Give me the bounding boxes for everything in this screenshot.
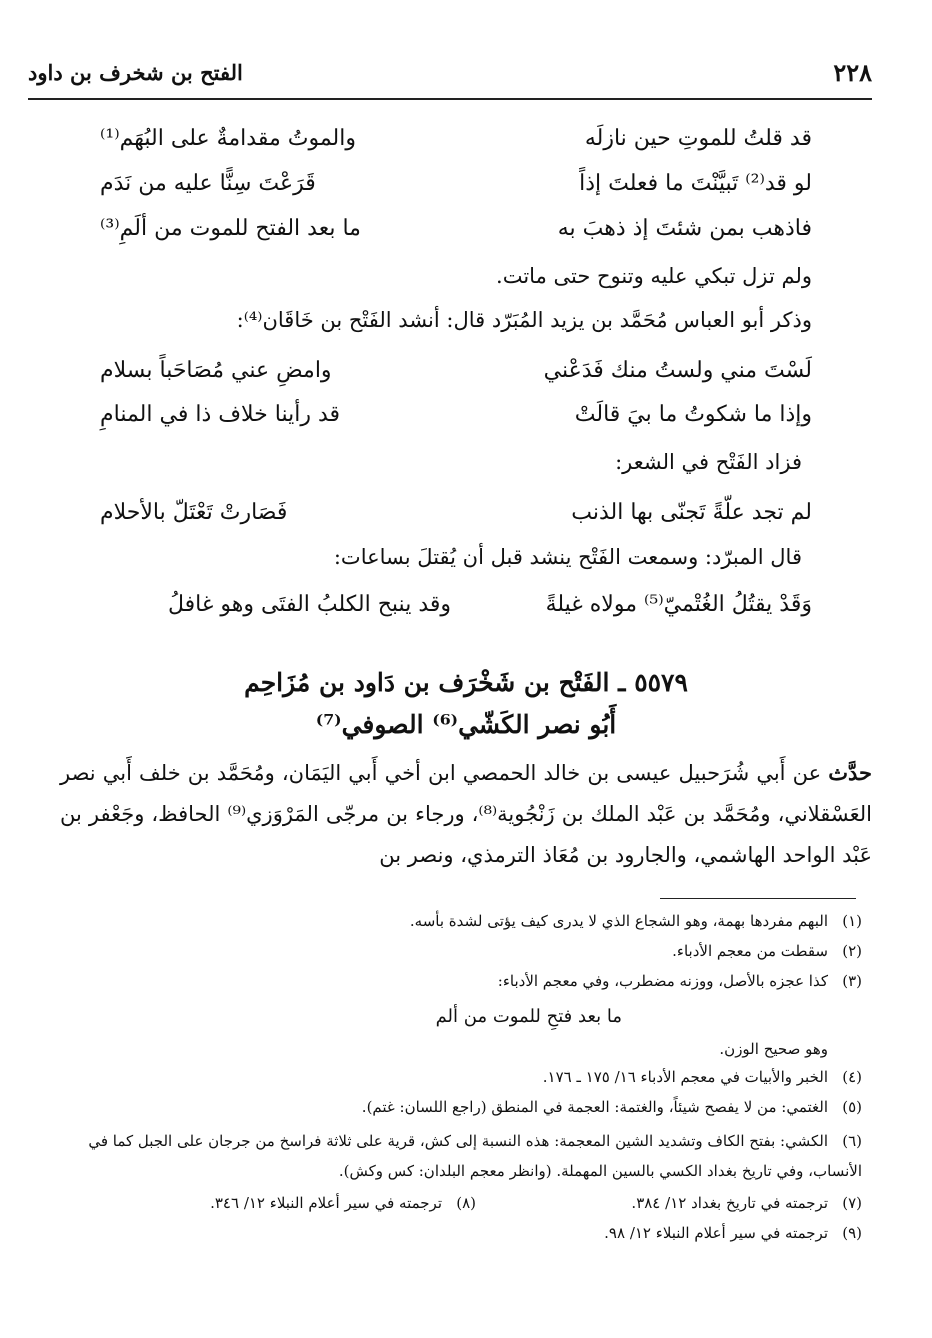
prose-line-mourn: ولم تزل تبكي عليه وتنوح حتى ماتت. bbox=[496, 264, 812, 288]
verse-first-hemistich: لَسْتَ مني ولستُ منك فَدَعْني bbox=[543, 358, 812, 383]
footnote-text: كذا عجزه بالأصل، ووزنه مضطرب، وفي معجم الأدباء: bbox=[497, 972, 828, 990]
footnote-text: الخبر والأبيات في معجم الأدباء ١٦/ ١٧٥ ـ ١٧٦. bbox=[542, 1068, 828, 1086]
verse-first-hemistich: لم تجد علّةً تَجنّى بها الذنب bbox=[571, 500, 812, 525]
verse-1 bbox=[100, 126, 812, 166]
footnote-text: سقطت من معجم الأدباء. bbox=[672, 942, 828, 960]
verse-first-hemistich: وَقَدْ يقتُلُ الغُتْميّ⁽⁵⁾ مولاه غيلةً bbox=[545, 592, 812, 617]
verse-second-hemistich: والموتُ مقدامةٌ على البُهَم⁽¹⁾ bbox=[100, 126, 356, 151]
entry-title-line-1: ٥٥٧٩ ـ الفَتْح بن شَخْرَف بن دَاود بن مُزَاحِم bbox=[244, 668, 688, 697]
verse-2 bbox=[100, 171, 812, 211]
verse-3 bbox=[100, 216, 812, 256]
footnote-number: (٣) bbox=[842, 972, 862, 990]
verse-5 bbox=[100, 402, 812, 442]
footnote-text: ترجمته في سير أعلام النبلاء ١٢/ ٩٨. bbox=[604, 1224, 828, 1242]
prose-line-qal: قال المبرّد: وسمعت الفَتْح ينشد قبل أن يُقتلَ بساعات: bbox=[333, 545, 802, 569]
footnote-4 bbox=[543, 1068, 862, 1086]
verse-first-hemistich: وإذا ما شكوتُ ما بيَ قالَتْ bbox=[574, 402, 812, 427]
verse-second-hemistich: فَصَارتْ تَعْتَلّ بالأحلام bbox=[100, 500, 288, 525]
footnote-number: (١) bbox=[842, 912, 862, 930]
verse-second-hemistich: وامضِ عني مُصَاحَباً بسلام bbox=[100, 358, 332, 383]
footnote-9 bbox=[604, 1224, 862, 1242]
verse-second-hemistich: ما بعد الفتح للموت من ألَمِ⁽³⁾ bbox=[100, 216, 361, 241]
prose-line-mubarrad: وذكر أبو العباس مُحَمَّد بن يزيد المُبَرّد قال: أنشد الفَتْح بن خَاقَان⁽⁴⁾: bbox=[236, 308, 812, 332]
verse-first-hemistich: لو قد⁽²⁾ تَبيَّنْتَ ما فعلتَ إذاً bbox=[579, 171, 812, 196]
footnote-number: (٧) bbox=[842, 1194, 862, 1212]
footnote-1 bbox=[410, 912, 862, 930]
verse-second-hemistich: قَرَعْتَ سِنًّا عليه من نَدَم bbox=[100, 171, 316, 196]
page-header bbox=[28, 58, 872, 98]
entry-lead-word: حدَّث bbox=[828, 760, 872, 785]
header-rule bbox=[28, 98, 872, 100]
footnote-number: (٤) bbox=[842, 1068, 862, 1086]
running-title: الفتح بن شخرف بن داود bbox=[28, 60, 243, 85]
footnote-3-verse bbox=[436, 1006, 622, 1027]
footnote-text: وهو صحيح الوزن. bbox=[719, 1040, 828, 1058]
footnote-number: (٢) bbox=[842, 942, 862, 960]
footnote-5 bbox=[362, 1098, 862, 1116]
verse-6 bbox=[100, 500, 812, 540]
footnote-number: (٨) bbox=[456, 1194, 476, 1212]
footnote-number: (٩) bbox=[842, 1224, 862, 1242]
footnote-text: الكشي: بفتح الكاف وتشديد الشين المعجمة: هذه النسبة إلى كش، قرية على ثلاثة فراسخ من جرجان على الجبل كما في الأنساب، وفي تاريخ بغداد الكسي بالسين المهملة. (وانظر معجم البلدان: كس وكش). bbox=[88, 1132, 862, 1180]
footnote-text: ما بعد فتحِ للموت من ألم bbox=[435, 1006, 622, 1027]
footnote-text: البهم مفردها بهمة، وهو الشجاع الذي لا يدرى كيف يؤتى لشدة بأسه. bbox=[409, 912, 828, 930]
footnote-number: (٦) bbox=[842, 1132, 862, 1150]
verse-first-hemistich: فاذهب بمن شئتَ إذ ذهبَ به bbox=[557, 216, 812, 241]
footnote-text: ترجمته في تاريخ بغداد ١٢/ ٣٨٤. bbox=[631, 1194, 828, 1212]
footnote-7 bbox=[631, 1194, 862, 1212]
verse-second-hemistich: قد رأينا خلاف ذا في المنامِ bbox=[100, 402, 341, 427]
verse-7 bbox=[168, 592, 812, 632]
footnote-3 bbox=[498, 972, 862, 990]
footnote-text: الغتمي: من لا يفصح شيئاً، والغتمة: العجمة في المنطق (راجع اللسان: غتم). bbox=[361, 1098, 828, 1116]
entry-body bbox=[60, 752, 872, 876]
footnote-2 bbox=[672, 942, 862, 960]
verse-4 bbox=[100, 358, 812, 398]
verse-first-hemistich: قد قلتُ للموتِ حين نازلَه bbox=[584, 126, 812, 151]
prose-line-zad: فزاد الفَتْح في الشعر: bbox=[615, 450, 802, 474]
footnote-rule bbox=[660, 898, 856, 899]
page-number: ٢٢٨ bbox=[833, 58, 872, 87]
footnote-6 bbox=[40, 1126, 862, 1186]
footnote-3-note bbox=[719, 1040, 828, 1058]
verse-second-hemistich: وقد ينبح الكلبُ الفتَى وهو غافلُ bbox=[168, 592, 452, 617]
entry-title-line-2: أَبُو نصر الكَشّي⁽⁶⁾ الصوفي⁽⁷⁾ bbox=[315, 710, 617, 739]
footnote-8 bbox=[210, 1194, 476, 1212]
footnote-number: (٥) bbox=[842, 1098, 862, 1116]
entry-body-text: عن أَبي شُرَحبيل عيسى بن خالد الحمصي ابن أخي أَبي اليَمَان، ومُحَمَّد بن خلف أَبي نصر العَسْقلاني، ومُحَمَّد بن عَبْد الملك بن زَنْجُوية⁽⁸⁾، ورجاء بن مرجّى المَرْوَزي⁽⁹⁾ الحافظ، وجَعْفر بن عَبْد الواحد الهاشمي، والجارود بن مُعَاذ الترمذي، ونصر بن bbox=[60, 761, 872, 867]
footnote-text: ترجمته في سير أعلام النبلاء ١٢/ ٣٤٦. bbox=[210, 1194, 442, 1212]
